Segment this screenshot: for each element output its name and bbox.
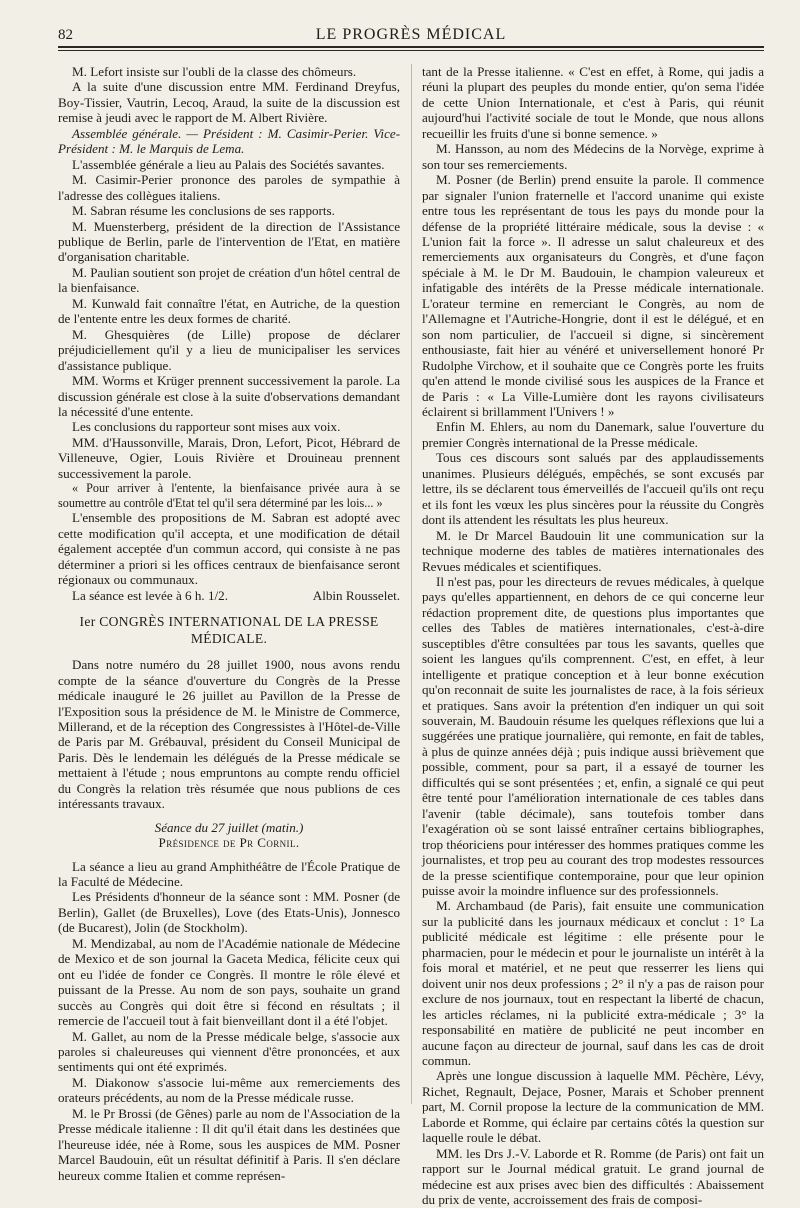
paragraph: L'ensemble des propositions de M. Sabran est adopté avec cette modification qu'il accepta, et une modification de détail également acceptée d'un commun accord, qui consiste à ne pas déterminer a priori si les offices centraux de bienfaisance seront régionaux ou communaux.: [58, 510, 401, 588]
running-title: LE PROGRÈS MÉDICAL: [315, 26, 507, 43]
session-heading: Séance du 27 juillet (matin.): [154, 819, 304, 835]
paragraph: Il n'est pas, pour les directeurs de revues médicales, à quelque pays qu'elles appartiennent, en dehors de ce qui concerne leur rédaction proprement dite, de questions plus importantes que celles des Tables de matières internationales, c'est-à-dire susceptibles d'être consultées par tous les savants, quelles que soient les langues qu'ils comprennent. C'est, en effet, à leur intelligente et pratique conception et à leur bonne exécution qu'on reconnait de suite les journalistes de race, à la fois sérieux et pratiques. Sans avoir la prétention d'en indiquer un qui soit souverain, M. Baudouin résume les quelques réflexions que lui a suggérées une pratique journalière, qui remonte, en fait de tables, à plus de quinze années déjà ; puis indique aussi brièvement que possible, comment, pour sa part, il a essayé de tourner les difficultés qui se sont présentées ; et, enfin, a signalé ce qui peut être tenté pour l'amélioration internationale de ces tables dans l'avenir (table décimale), sans toutefois tomber dans l'exagération où se sont laissé entraîner certains bibliographes, trop théoriciens pour intéresser des hommes pratiques comme les journalistes, et trop peu au courant des trop modestes ressources de la presse scientifique contemporaine, pour que leur opinion puisse avoir la moindre influence sur des professionnels.: [421, 573, 765, 899]
presidency-heading: Présidence de Pr Cornil.: [158, 835, 300, 851]
paragraph: M. le Pr Brossi (de Gênes) parle au nom de l'Association de la Presse médicale italienne : Il dit qu'il était dans les destinées que l'heureuse idée, née à Rome, sous les auspices de MM. Posner Marcel Baudouin, eût un résultat définitif à Paris. Il s'en déclare heureux comme Italien et comme représen-: [58, 1105, 401, 1183]
paragraph: Après une longue discussion à laquelle MM. Pêchère, Lévy, Richet, Regnault, Dejace, Posner, Marais et Schober prennent part, M. Cornil propose la lecture de la communication de MM. Laborde et Romme, qui éclaire par certains côtés la question sur laquelle roule le débat.: [421, 1068, 765, 1146]
section-title: Ier CONGRÈS INTERNATIONAL DE LA PRESSE MÉDICALE.: [79, 614, 379, 647]
paragraph: M. Gallet, au nom de la Presse médicale belge, s'associe aux paroles si chaleureuses qui viennent d'être prononcées, et aux sentiments qui ont été exprimés.: [58, 1028, 401, 1075]
paragraph: A la suite d'une discussion entre MM. Ferdinand Dreyfus, Boy-Tissier, Vautrin, Lecoq, Araud, la suite de la discussion est remise à jeudi avec le rapport de M. Albert Rivière.: [58, 79, 401, 126]
paragraph: MM. d'Haussonville, Marais, Dron, Lefort, Picot, Hébrard de Villeneuve, Ogier, Louis Rivière et Drouineau prennent successivement la parole.: [58, 434, 401, 481]
paragraph: M. Muensterberg, président de la direction de l'Assistance publique de Berlin, parle de l'intervention de l'Etat, en matière d'organisation charitable.: [58, 218, 401, 265]
paragraph: tant de la Presse italienne. « C'est en effet, à Rome, qui jadis a réuni la plupart des peuples du monde entier, qu'on sema l'idée de cette Union Internationale, et c'est à Paris, qui réunit aujourd'hui l'activité sociale de tout le Monde, que nous allons recueillir les fruits d'une si bonne semence. »: [421, 64, 765, 141]
paragraph: M. Hansson, au nom des Médecins de la Norvège, exprime à son tour ses remerciements.: [421, 141, 765, 172]
closing-line: [58, 588, 400, 603]
paragraph: M. le Dr Marcel Baudouin lit une communication sur la technique moderne des tables de matières internationales des Revues médicales et scientifiques.: [421, 527, 765, 574]
paragraph: M. Casimir-Perier prononce des paroles de sympathie à l'adresse des collègues italiens.: [58, 172, 401, 203]
header-rule-thin: [58, 50, 764, 51]
paragraph: M. Sabran résume les conclusions de ses rapports.: [72, 203, 335, 219]
right-column: [421, 64, 765, 1208]
page-number: 82: [58, 27, 73, 43]
closing-text: La séance est levée à 6 h. 1/2.: [72, 587, 228, 603]
paragraph: M. Ghesquières (de Lille) propose de déclarer préjudiciellement qu'il y a lieu de municipaliser les services d'assistance publique.: [58, 326, 401, 373]
two-column-body: [58, 64, 765, 1208]
left-column: [58, 64, 401, 1183]
paragraph: MM. Worms et Krüger prennent successivement la parole. La discussion générale est close à la suite d'observations demandant la nécessité d'une entente.: [58, 373, 401, 419]
paragraph: M. Mendizabal, au nom de l'Académie nationale de Médecine de Mexico et de son journal la Gaceta Medica, félicite ceux qui ont eu l'idée de fonder ce Congrès. Il montre le rôle élevé et puissant de la Presse. Au nom de son pays, souhaite un grand succès au Congrès qui doit être si fécond en résultats ; il remercie de l'accueil tout à fait bienveillant dont il a été l'objet.: [58, 935, 401, 1029]
page-header: [58, 0, 764, 43]
assembly-heading: Assemblée générale. — Président : M. Casimir-Perier. Vice-Président : M. le Marquis de Lema.: [58, 125, 401, 157]
column-divider: [411, 64, 422, 1104]
paragraph: Les Présidents d'honneur de la séance sont : MM. Posner (de Berlin), Gallet (de Bruxelles), Love (des Etats-Unis), Jonnesco (de Bucarest), Jolin (de Stockholm).: [58, 889, 401, 936]
header-rule: [58, 46, 764, 48]
paragraph: M. Diakonow s'associe lui-même aux remerciements des orateurs précédents, au nom de la Presse médicale russe.: [58, 1074, 401, 1106]
paragraph: M. Posner (de Berlin) prend ensuite la parole. Il commence par signaler l'union fraternelle et l'accord unanime qui existe entre tous les représentant de tous les pays du monde pour la défense de la propriété littéraire médicale, sous la devise : « L'union fait la force ». Il adresse un salut chaleureux et des remerciements aux organisateurs du Congrès, et d'une façon spéciale à M. le Dr M. Baudouin, le champion valeureux et infatigable des intérêts de la Presse médicale internationale. L'orateur termine en remerciant le Congrès, au nom de l'Allemagne et l'Autriche-Hongrie, dont il est le délégué, et en son nom particulier, de l'accueil si digne, si sincèrement enthousiaste, fait hier au vénéré et universellement honoré Pr Rudolphe Virchow, et il souhaite que ce Congrès porte les fruits qu'en attend le monde civilisé sous les auspices de la France et de Paris : « La Ville-Lumière dont les rayons civilisateurs éclairent si brillamment l'Univers ! »: [421, 172, 765, 419]
author-signature: Albin Rousselet.: [312, 587, 401, 603]
paragraph: M. Paulian soutient son projet de création d'un hôtel central de la bienfaisance.: [58, 264, 401, 296]
paragraph: M. Lefort insiste sur l'oubli de la classe des chômeurs.: [72, 64, 357, 79]
paragraph: Enfin M. Ehlers, au nom du Danemark, salue l'ouverture du premier Congrès international de la Presse médicale.: [421, 419, 765, 450]
paragraph: M. Kunwald fait connaître l'état, en Autriche, de la question de l'entente entre les deux formes de charité.: [58, 295, 401, 327]
paragraph: Dans notre numéro du 28 juillet 1900, nous avons rendu compte de la séance d'ouverture du Congrès de la Presse médicale inauguré le 26 juillet au Pavillon de la Presse de l'Exposition sous la présidence de M. le Ministre de Commerce, Millerand, et de la réception des Congressistes à l'Hôtel-de-Ville de Paris par M. Grébauval, président du Conseil Municipal de Paris. Dès le lendemain les délégués de la Presse médicale se mettaient à l'étude ; nous empruntons au compte rendu officiel du Congrès la relation très résumée que nous publions de ces intéressants travaux.: [58, 657, 401, 812]
paragraph: Tous ces discours sont salués par des applaudissements unanimes. Plusieurs délégués, empêchés, se sont excusés par lettre, ils se déclarent tous émerveillés de l'accueil qu'ils ont reçu et ils font les vœux les plus sincères pour la réussite du Congrès dont ils attendent les résultats les plus heureux.: [421, 450, 765, 528]
paragraph: La séance a lieu au grand Amphithéâtre de l'École Pratique de la Faculté de Médecine.: [58, 858, 401, 890]
paragraph: MM. les Drs J.-V. Laborde et R. Romme (de Paris) ont fait un rapport sur le Journal médical gratuit. Le grand journal de médecine est aux prises avec bien des difficultés : Abaissement du prix de vente, accroissement des frais de composi-: [421, 1145, 765, 1208]
paragraph: M. Archambaud (de Paris), fait ensuite une communication sur la publicité dans les journaux médicaux et conclut : 1° La publicité médicale est légitime : elle présente pour le pharmacien, pour le médecin et pour le journaliste un intérêt à la fois moral et matériel, et ne peut que resserrer les liens qui doivent unir nos deux professions ; 2° il n'y a pas de raison pour exclure de nos journaux, tout en respectant la liberté de chacun, les articles réclames, ni la publicité extra-médicale ; 3° la responsabilité en matière de publicité ne peut incomber en aucune façon au directeur de journal, sauf dans les cas de droit commun.: [421, 898, 765, 1068]
quotation: « Pour arriver à l'entente, la bienfaisance privée aura à se soumettre au contrôle d'Etat tel qu'il sera déterminé par les lois... »: [58, 481, 401, 510]
paragraph: Les conclusions du rapporteur sont mises aux voix.: [72, 419, 341, 435]
paragraph: L'assemblée générale a lieu au Palais des Sociétés savantes.: [72, 156, 385, 172]
